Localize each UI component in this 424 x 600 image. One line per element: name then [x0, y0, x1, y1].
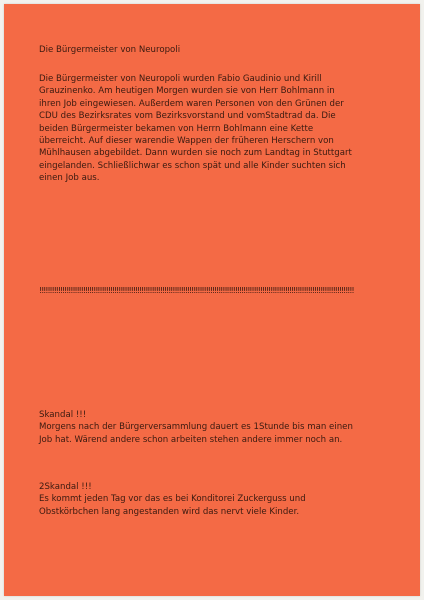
scandal-section-2: 2Skandal !!! Es kommt jeden Tag vor das es bei Konditorei Zuckerguss und Obstkörbchen lang angestanden wird das nervt viele Kinder.	[39, 482, 306, 517]
exclamation-divider: !!!!!!!!!!!!!!!!!!!!!!!!!!!!!!!!!!!!!!!!!!!!!!!!!!!!!!!!!!!!!!!!!!!!!!!!!!!!!!!!!!!!!!!!!!!!!!!!!!!!!!!!!!!!!!!!!!!!!!!!!!!!!!!!!!!!!!!!!!!!!!!!!!!!!!!	[39, 285, 354, 295]
scandal-section-1: Skandal !!! Morgens nach der Bürgerversammlung dauert es 1Stunde bis man einen Job hat. Wärend andere schon arbeiten stehen andere immer noch an.	[39, 410, 353, 445]
main-paragraph: Die Bürgermeister von Neuropoli wurden Fabio Gaudinio und Kirill Grauzinenko. Am heutigen Morgen wurden sie von Herr Bohlmann in ihren Job eingewiesen. Außerdem waren Personen von den Grünen der CDU des Bezirksrates vom Bezirksvorstand und vomStadtrad da. Die beiden Bürgermeister bekamen von Herrn Bohlmann eine Kette überreicht. Auf dieser warendie Wappen der früheren Herschern von Mühlhausen abgebildet. Dann wurden sie noch zum Landtag in Stuttgart eingelanden. Schließlichwar es schon spät und alle Kinder suchten sich einen Job aus.	[39, 74, 352, 184]
document-title: Die Bürgermeister von Neuropoli	[39, 45, 181, 55]
orange-paper-sheet	[4, 4, 420, 596]
